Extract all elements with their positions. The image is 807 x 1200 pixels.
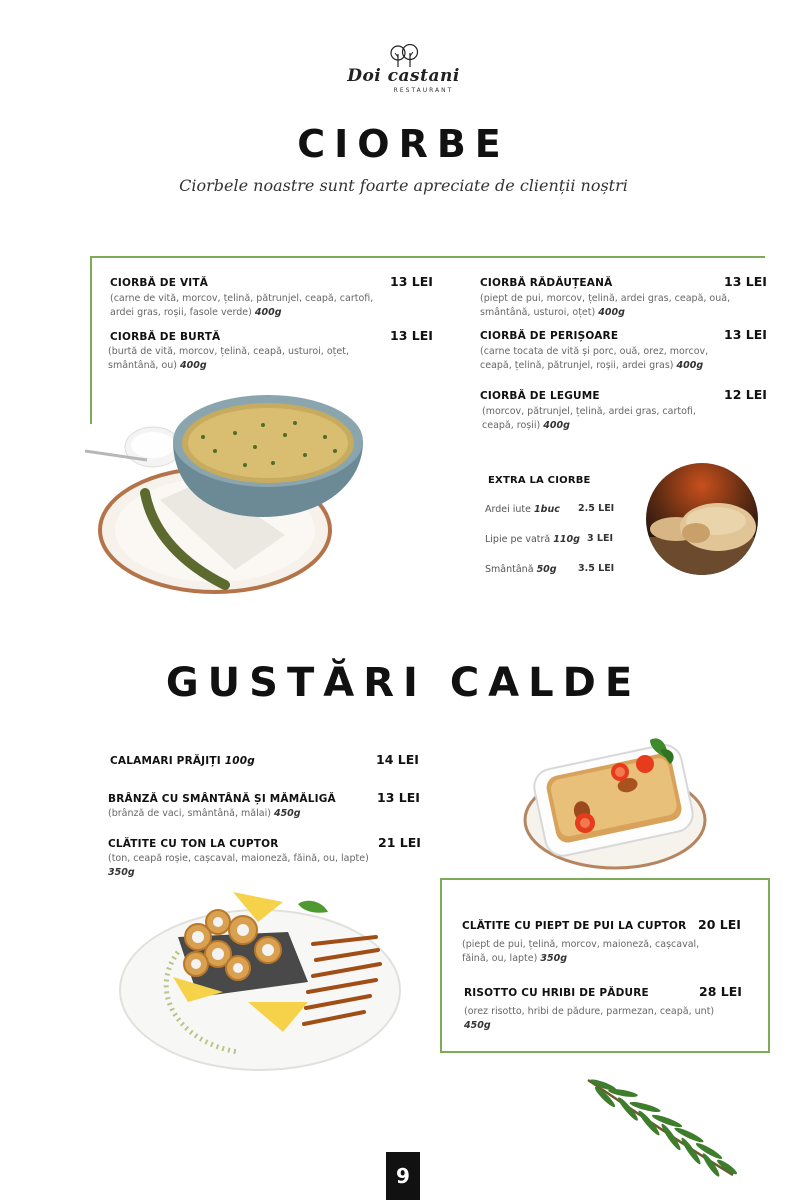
restaurant-logo — [0, 44, 807, 94]
menu-item-price: 13 LEI — [724, 274, 767, 289]
menu-item-price: 13 LEI — [390, 328, 433, 343]
menu-item-name: CIORBĂ DE LEGUME — [480, 390, 600, 402]
menu-item-desc: (morcov, pătrunjel, țelină, ardei gras, cartofi, ceapă, roșii) 400g — [482, 406, 696, 431]
menu-item-price: 13 LEI — [390, 274, 433, 289]
menu-item-price: 13 LEI — [377, 790, 420, 805]
logo-script-text: Doi castani — [347, 66, 460, 86]
rosemary-icon — [583, 1075, 743, 1185]
menu-item-name: CIORBĂ RĂDĂUȚEANĂ — [480, 277, 613, 289]
menu-item-name: CIORBĂ DE BURTĂ — [110, 331, 221, 343]
menu-item-name: CALAMARI PRĂJIȚI 100g — [110, 755, 255, 767]
box-top-line — [440, 878, 770, 880]
clatite-photo — [520, 728, 715, 878]
extra-item: Ardei iute 1buc — [485, 504, 560, 515]
menu-item-name: RISOTTO CU HRIBI DE PĂDURE — [464, 987, 649, 999]
menu-item-desc: (ton, ceapă roșie, cașcaval, maioneză, făină, ou, lapte) 350g — [108, 853, 369, 878]
bread-photo — [646, 463, 758, 575]
menu-item-price: 12 LEI — [724, 387, 767, 402]
menu-item-desc: (brânză de vaci, smântână, mălai) 450g — [108, 808, 301, 819]
menu-item-desc: (piept de pui, morcov, țelină, ardei gras, ceapă, ouă, smântână, usturoi, oțet) 400g — [480, 293, 731, 318]
menu-item-price: 21 LEI — [378, 835, 421, 850]
menu-item-price: 28 LEI — [699, 984, 742, 999]
menu-item-price: 20 LEI — [698, 917, 741, 932]
soup-photo — [85, 385, 370, 605]
page-number: 9 — [386, 1152, 420, 1200]
extras-title: EXTRA LA CIORBE — [488, 475, 591, 486]
extra-price: 2.5 LEI — [578, 503, 615, 514]
section-title-gustari-calde: GUSTĂRI CALDE — [165, 660, 642, 706]
section-tagline: Ciorbele noastre sunt foarte apreciate de clienții noștri — [179, 176, 628, 195]
menu-item-price: 14 LEI — [376, 752, 419, 767]
extra-price: 3 LEI — [587, 533, 613, 544]
calamari-photo — [118, 882, 403, 1077]
menu-item-name: CIORBĂ DE PERIȘOARE — [480, 330, 619, 342]
box-left-line — [440, 878, 442, 1052]
extra-item: Smântână 50g — [485, 564, 557, 575]
menu-item-price: 13 LEI — [724, 327, 767, 342]
menu-item-name: CLĂTITE CU TON LA CUPTOR — [108, 838, 279, 850]
extra-price: 3.5 LEI — [578, 563, 615, 574]
box-bottom-line — [440, 1051, 770, 1053]
menu-item-desc: (carne tocata de vită și porc, ouă, orez, morcov, ceapă, țelină, pătrunjel, roșii, ardei gras) 400g — [480, 346, 709, 371]
section-title-ciorbe: CIORBE — [297, 122, 510, 166]
menu-item-name: CLĂTITE CU PIEPT DE PUI LA CUPTOR — [462, 920, 687, 932]
menu-item-desc: (orez risotto, hribi de pădure, parmezan, ceapă, unt) 450g — [464, 1006, 715, 1031]
extra-item: Lipie pe vatră 110g — [485, 534, 580, 545]
trees-logo-icon — [384, 44, 424, 68]
box-right-line — [768, 878, 770, 1052]
menu-item-name: CIORBĂ DE VITĂ — [110, 277, 209, 289]
menu-item-desc: (piept de pui, țelină, morcov, maioneză, cașcaval, făină, ou, lapte) 350g — [462, 939, 700, 964]
menu-item-desc: (burtă de vită, morcov, țelină, ceapă, usturoi, oțet, smântână, ou) 400g — [108, 346, 349, 371]
logo-subtitle: RESTAURANT — [393, 87, 454, 94]
menu-item-name: BRÂNZĂ CU SMÂNTÂNĂ ȘI MĂMĂLIGĂ — [108, 793, 336, 805]
frame-top-line — [90, 256, 765, 258]
menu-item-desc: (carne de vită, morcov, țelină, pătrunjel, ceapă, cartofi, ardei gras, roșii, fasole verde) 400g — [110, 293, 374, 318]
